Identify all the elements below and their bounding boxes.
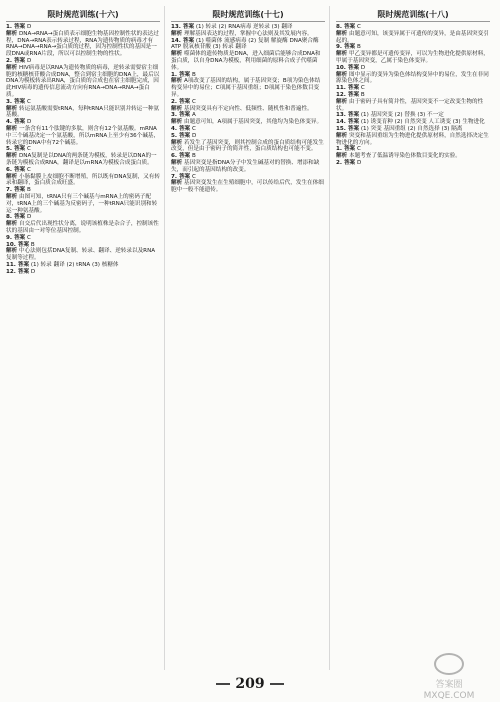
answer-item [6, 174, 160, 188]
answer-text: D [356, 159, 362, 166]
answer-item [171, 51, 325, 71]
answer-tag: 解析 [336, 98, 348, 105]
answer-item [336, 119, 490, 126]
answer-text: 一条含有11个肽键的多肽，则含有12个氨基酸。mRNA中三个碱基决定一个氨基酸，所以mRNA上至少有36个碱基，转录它的DNA中有72个碱基。 [6, 125, 160, 146]
answer-item [171, 31, 325, 38]
answer-text: 甲乙变异都是可遗传变异，可以为生物进化提供原材料，甲属于基因突变，乙属于染色体变异。 [336, 51, 489, 64]
answer-tag: 解析 [336, 30, 348, 37]
answer-text: 由于密码子具有简并性，基因突变不一定改变生物的性状。 [336, 98, 484, 112]
page-number: 209 [235, 675, 265, 692]
answer-tag: 6. 答案 [6, 166, 26, 173]
answer-item [171, 133, 325, 140]
answer-tag: 3. 答案 [171, 112, 191, 119]
answer-tag: 2. 答案 [336, 159, 356, 166]
answer-text: B [360, 91, 365, 98]
answer-item [171, 126, 325, 133]
answer-tag: 解析 [171, 105, 183, 112]
answer-tag: 解析 [171, 30, 183, 37]
answer-text: D [26, 57, 32, 64]
answer-text: C [191, 125, 196, 132]
answer-text: 基因突变是指DNA分子中发生碱基对的替换、增添和缺失，而引起的基因结构的改变。 [171, 159, 320, 173]
watermark-line2: MXQE.COM [423, 691, 475, 701]
answer-tag: 4. 答案 [171, 125, 191, 132]
answer-text: C [191, 173, 196, 180]
answer-text: 突变和基因重组为生物进化提供原材料，自然选择决定生物进化的方向。 [336, 132, 489, 146]
column-1 [6, 6, 165, 670]
answer-text: (1) 突变 基因重组 (2) 自然选择 (3) 隔离 [360, 125, 463, 132]
answer-item [6, 65, 160, 99]
answer-text: B [30, 241, 35, 248]
answer-tag: 解析 [6, 105, 18, 112]
answer-text: 噬菌体的遗传物质是DNA，进入细菌后能够合成DNA和蛋白质，以自身DNA为模板，利用细菌的原料合成子代噬菌体。 [171, 51, 321, 71]
answer-item [171, 180, 325, 194]
answer-tag: 4. 答案 [6, 119, 26, 126]
answer-tag: 13. 答案 [336, 112, 360, 119]
answer-item [171, 119, 325, 126]
answer-tag: 解析 [171, 180, 183, 187]
answer-tag: 解析 [171, 78, 183, 85]
answer-tag: 解析 [6, 221, 18, 228]
answer-item [171, 38, 325, 52]
answer-item [6, 248, 160, 262]
answer-text: C [356, 146, 361, 153]
answer-text: 基因突变具有不定向性、低频性、随机性和普遍性。 [183, 105, 313, 112]
answer-tag: 1. 答案 [336, 146, 356, 153]
answer-tag: 5. 答案 [6, 146, 26, 153]
answer-item [6, 262, 160, 269]
answer-text: HIV病毒是以RNA为遗传物质的病毒，逆转录需要宿主细胞的核糖核苷酸合成DNA，整合到宿主细胞的DNA上，最后以DNA为模板转录出RNA，蛋白质的合成也在宿主细胞完成，因此HIV病毒的遗传信息流动方向有RNA→DNA→RNA→蛋白质。 [6, 64, 160, 98]
answer-tag: 14. 答案 [171, 37, 195, 44]
answer-text: B [26, 187, 31, 194]
answer-tag: 7. 答案 [171, 173, 191, 180]
answer-item [336, 92, 490, 99]
answer-tag: 9. 答案 [6, 234, 26, 241]
answer-item [6, 126, 160, 146]
document-page [6, 6, 494, 670]
answer-item [171, 24, 325, 31]
answer-item [171, 140, 325, 154]
answer-item [336, 24, 490, 31]
answer-item [6, 153, 160, 167]
answer-text: D [191, 132, 197, 139]
answer-item [171, 78, 325, 98]
answer-item [336, 153, 490, 160]
answer-text: 中心法则包括DNA复制、转录、翻译、逆转录以及RNA复制等过程。 [6, 248, 156, 262]
answer-text: C [26, 146, 31, 153]
answer-tag: 11. 答案 [6, 261, 30, 268]
column-3-items [336, 24, 490, 167]
answer-item [336, 72, 490, 86]
answer-item [6, 269, 160, 276]
answer-text: 基因突变发生在生殖细胞中，可以传给后代，发生在体细胞中一般不能遗传。 [171, 180, 324, 194]
answer-tag: 解析 [6, 153, 18, 160]
answer-tag: 8. 答案 [336, 24, 356, 30]
footer-dash-right [270, 683, 284, 685]
answer-text: (1) 噬菌体 流感病毒 (2) 复制 解旋酶 DNA聚合酶 ATP 脱氧核苷酸 (3) 转录 翻译 [171, 37, 319, 51]
answer-tag: 13. 答案 [171, 24, 195, 30]
answer-item [6, 31, 160, 58]
answer-item [6, 221, 160, 235]
answer-text: C [191, 98, 196, 105]
answer-text: (1) 诱变育种 (2) 自然突变 人工诱变 (3) 生物进化 [360, 119, 485, 126]
answer-text: 由题意可知，该变异属于可遗传的变异，是由基因突变引起的。 [336, 30, 489, 44]
column-1-items [6, 24, 160, 275]
answer-item [6, 106, 160, 120]
answer-item [6, 99, 160, 106]
answer-tag: 解析 [6, 30, 18, 37]
answer-text: D [26, 214, 32, 221]
answer-text: 理解基因表达的过程，掌握中心法则及其发展内容。 [183, 30, 313, 37]
answer-tag: 解析 [6, 125, 18, 132]
answer-text: A [191, 112, 196, 119]
answer-text: A项改变了基因的结构，属于基因突变；B项为染色体结构变异中的易位；C项属于基因重组；D项属于染色体数目变异。 [171, 78, 321, 98]
answer-text: 转运氨基酸需要tRNA，每种tRNA只能识别并转运一种氨基酸。 [6, 105, 160, 119]
answer-tag: 10. 答案 [336, 64, 360, 71]
answer-text: B [191, 71, 196, 78]
answer-item [336, 65, 490, 72]
answer-tag: 14. 答案 [336, 119, 360, 126]
answer-tag: 12. 答案 [6, 268, 30, 275]
column-3 [336, 6, 494, 670]
answer-item [6, 119, 160, 126]
answer-tag: 解析 [6, 173, 18, 180]
answer-text: C [360, 85, 365, 92]
answer-item [336, 133, 490, 147]
answer-text: (1) 转录 翻译 (2) tRNA (3) 核糖体 [30, 261, 119, 268]
answer-item [171, 153, 325, 160]
section-title: 限时规范训练(十六) [6, 9, 160, 22]
answer-text: DNA→RNA→蛋白质表示细胞生物基因控制性状的表达过程，DNA→RNA表示转录过程，RNA为遗传物质的病毒才有RNA→DNA→RNA→蛋白质的过程，因为控制性状的基因是一段DNA或RNA片段，所以可以控制生物的性状。 [6, 30, 159, 58]
section-title: 限时规范训练(十八) [336, 9, 490, 22]
answer-item [171, 99, 325, 106]
answer-tag: 7. 答案 [6, 187, 26, 194]
answer-text: D [30, 268, 36, 275]
footer-dash-left [216, 683, 230, 685]
answer-tag: 12. 答案 [336, 91, 360, 98]
answer-text: 自交后代出现性状分离，说明该植株是杂合子，控制该性状的基因由一对等位基因控制。 [6, 221, 159, 234]
answer-text: B [191, 153, 196, 160]
answer-text: C [356, 24, 361, 30]
answer-item [336, 51, 490, 65]
column-2-items [171, 24, 325, 194]
answer-tag: 6. 答案 [171, 153, 191, 160]
answer-item [6, 58, 160, 65]
answer-text: 图中显示的变异为染色体结构变异中的易位，发生在非同源染色体之间。 [336, 71, 489, 85]
answer-tag: 解析 [171, 119, 183, 126]
answer-item [6, 24, 160, 31]
answer-tag: 解析 [6, 193, 18, 200]
answer-tag: 解析 [6, 64, 18, 71]
answer-text: B [356, 44, 361, 51]
answer-tag: 3. 答案 [6, 98, 26, 105]
answer-text: C [26, 234, 31, 241]
answer-tag: 解析 [336, 132, 348, 139]
answer-text: 由图可知，tRNA只有三个碱基与mRNA上的密码子配对，tRNA上的三个碱基为反密码子，一种tRNA只能识别和转运一种氨基酸。 [6, 193, 158, 214]
answer-tag: 解析 [171, 159, 183, 166]
answer-text: D [26, 24, 32, 30]
column-2 [171, 6, 330, 670]
answer-text: (1) 基因突变 (2) 替换 (3) 不一定 [360, 112, 444, 119]
answer-tag: 解析 [336, 51, 348, 58]
answer-item [336, 160, 490, 167]
answer-text: (1) 转录 (2) RNA病毒 逆转录 (3) 翻译 [195, 24, 293, 30]
answer-text: D [360, 64, 366, 71]
answer-text: D [26, 119, 32, 126]
answer-item [6, 187, 160, 194]
answer-tag: 1. 答案 [171, 71, 191, 78]
answer-item [6, 194, 160, 214]
watermark [404, 653, 494, 701]
answer-text: C [26, 98, 31, 105]
answer-tag: 10. 答案 [6, 241, 30, 248]
answer-tag: 解析 [171, 51, 183, 58]
answer-item [336, 126, 490, 133]
answer-text: 本题考查了低温诱导染色体数目变化的实验。 [348, 153, 461, 160]
answer-tag: 5. 答案 [171, 132, 191, 139]
answer-tag: 8. 答案 [6, 214, 26, 221]
answer-item [171, 160, 325, 174]
answer-text: 若发生了基因突变，则其控制合成的蛋白质结构可能发生改变，但是由于密码子的简并性，蛋白质结构也可能不变。 [171, 139, 324, 153]
watermark-logo-icon [434, 653, 464, 675]
answer-text: 小肠黏膜上皮细胞不断增殖，所以既有DNA复制，又有转录和翻译，蛋白质合成旺盛。 [6, 173, 160, 187]
answer-tag: 9. 答案 [336, 44, 356, 51]
answer-text: C [26, 166, 31, 173]
answer-tag: 11. 答案 [336, 85, 360, 92]
answer-tag: 15. 答案 [336, 125, 360, 132]
answer-item [336, 99, 490, 113]
answer-item [336, 31, 490, 45]
answer-tag: 解析 [336, 153, 348, 160]
answer-item [6, 235, 160, 242]
section-title: 限时规范训练(十七) [171, 9, 325, 22]
answer-tag: 解析 [6, 248, 18, 255]
answer-tag: 解析 [171, 139, 183, 146]
answer-item [336, 85, 490, 92]
answer-tag: 1. 答案 [6, 24, 26, 30]
answer-tag: 解析 [336, 71, 348, 78]
answer-text: DNA复制是以DNA的两条链为模板，转录是以DNA的一条链为模板合成RNA，翻译是以mRNA为模板合成蛋白质。 [6, 153, 157, 166]
answer-text: 由题意可知，A项属于基因突变，其他均为染色体变异。 [183, 119, 323, 126]
watermark-line1: 答案圈 [435, 680, 463, 690]
answer-item [6, 167, 160, 174]
answer-tag: 2. 答案 [6, 57, 26, 64]
answer-tag: 2. 答案 [171, 98, 191, 105]
